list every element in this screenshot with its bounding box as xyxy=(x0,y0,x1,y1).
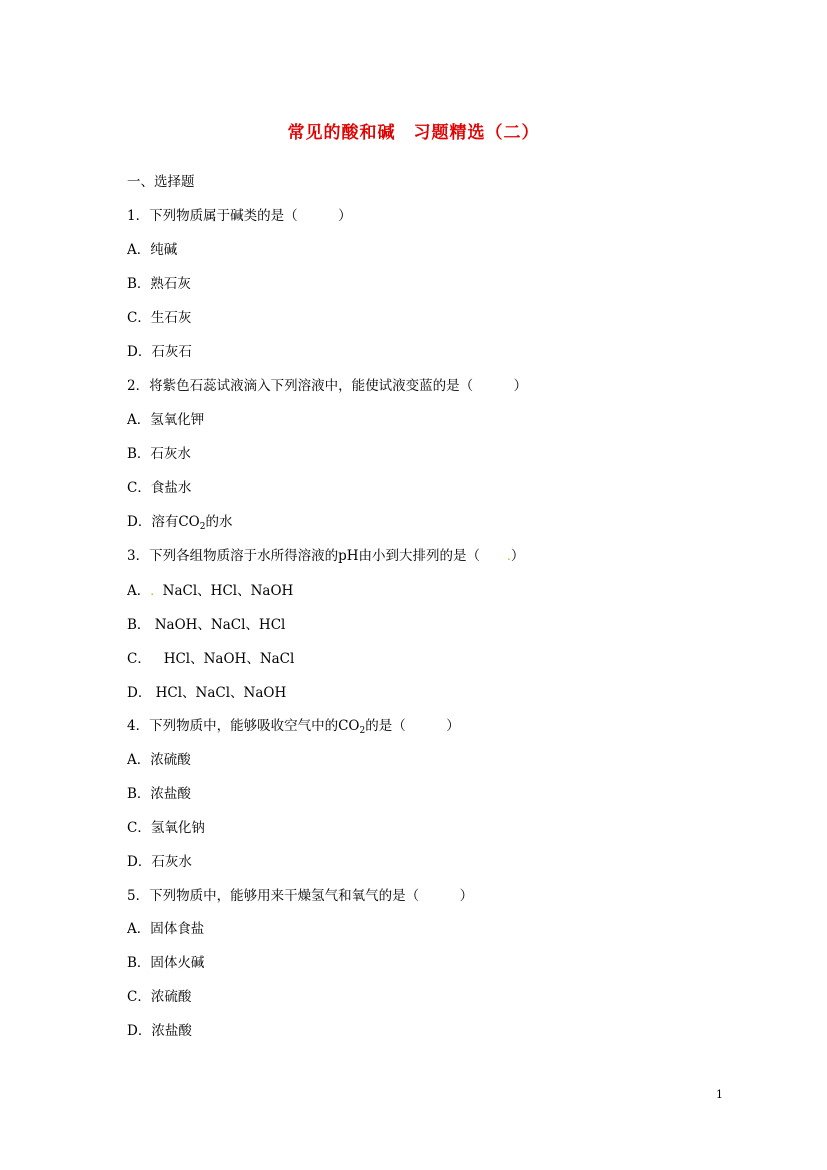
question-1-stem: 1．下列物质属于碱类的是（ ） xyxy=(127,208,352,224)
question-2-option-b: B．石灰水 xyxy=(127,446,191,462)
question-2-option-c: C．食盐水 xyxy=(127,480,192,496)
question-3-option-b: B． NaOH、NaCl、HCl xyxy=(127,617,286,633)
question-4-option-c: C．氢氧化钠 xyxy=(127,820,205,836)
question-1-option-b: B．熟石灰 xyxy=(127,276,191,292)
question-3-stem: 3．下列各组物质溶于水所得溶液的pH由小到大排列的是（ .） xyxy=(127,548,525,564)
question-2-stem: 2．将紫色石蕊试液滴入下列溶液中，能使试液变蓝的是（ ） xyxy=(127,378,528,394)
question-2-option-a: A．氢氧化钾 xyxy=(127,412,205,428)
section-heading: 一、选择题 xyxy=(127,174,195,190)
question-5-option-a: A．固体食盐 xyxy=(127,921,205,937)
question-3-option-a: A．. NaCl、HCl、NaOH xyxy=(127,583,294,599)
question-4-stem: 4．下列物质中，能够吸收空气中的$CO_2$的是（ ） xyxy=(127,718,460,736)
question-5-option-c: C．浓硫酸 xyxy=(127,989,192,1005)
question-1-option-c: C．生石灰 xyxy=(127,310,192,326)
question-5-stem: 5．下列物质中，能够用来干燥氢气和氧气的是（ ） xyxy=(127,888,474,904)
question-1-option-d: D．石灰石 xyxy=(127,344,192,360)
page-title: 常见的酸和碱 习题精选（二） xyxy=(287,123,540,143)
question-5-option-b: B．固体火碱 xyxy=(127,955,205,971)
mark-dot: . xyxy=(150,584,155,598)
co2-formula: $CO_2$ xyxy=(178,514,206,532)
question-4-option-b: B．浓盐酸 xyxy=(127,786,191,802)
page-number: 1 xyxy=(716,1088,723,1101)
question-3-option-c: C． HCl、NaOH、NaCl xyxy=(127,651,295,667)
question-5-option-d: D．浓盐酸 xyxy=(127,1023,192,1039)
question-4-option-a: A．浓硫酸 xyxy=(127,752,191,768)
question-4-option-d: D．石灰水 xyxy=(127,854,192,870)
option-d-prefix: D．溶有 xyxy=(127,514,179,530)
question-2-option-d xyxy=(127,512,232,537)
question-3-option-d: D． HCl、NaCl、NaOH xyxy=(127,685,287,701)
mark-dot: . xyxy=(507,549,511,563)
co2-formula: $CO_2$ xyxy=(338,718,366,736)
question-1-option-a: A．纯碱 xyxy=(127,242,178,258)
option-d-suffix: 的水 xyxy=(205,514,233,530)
